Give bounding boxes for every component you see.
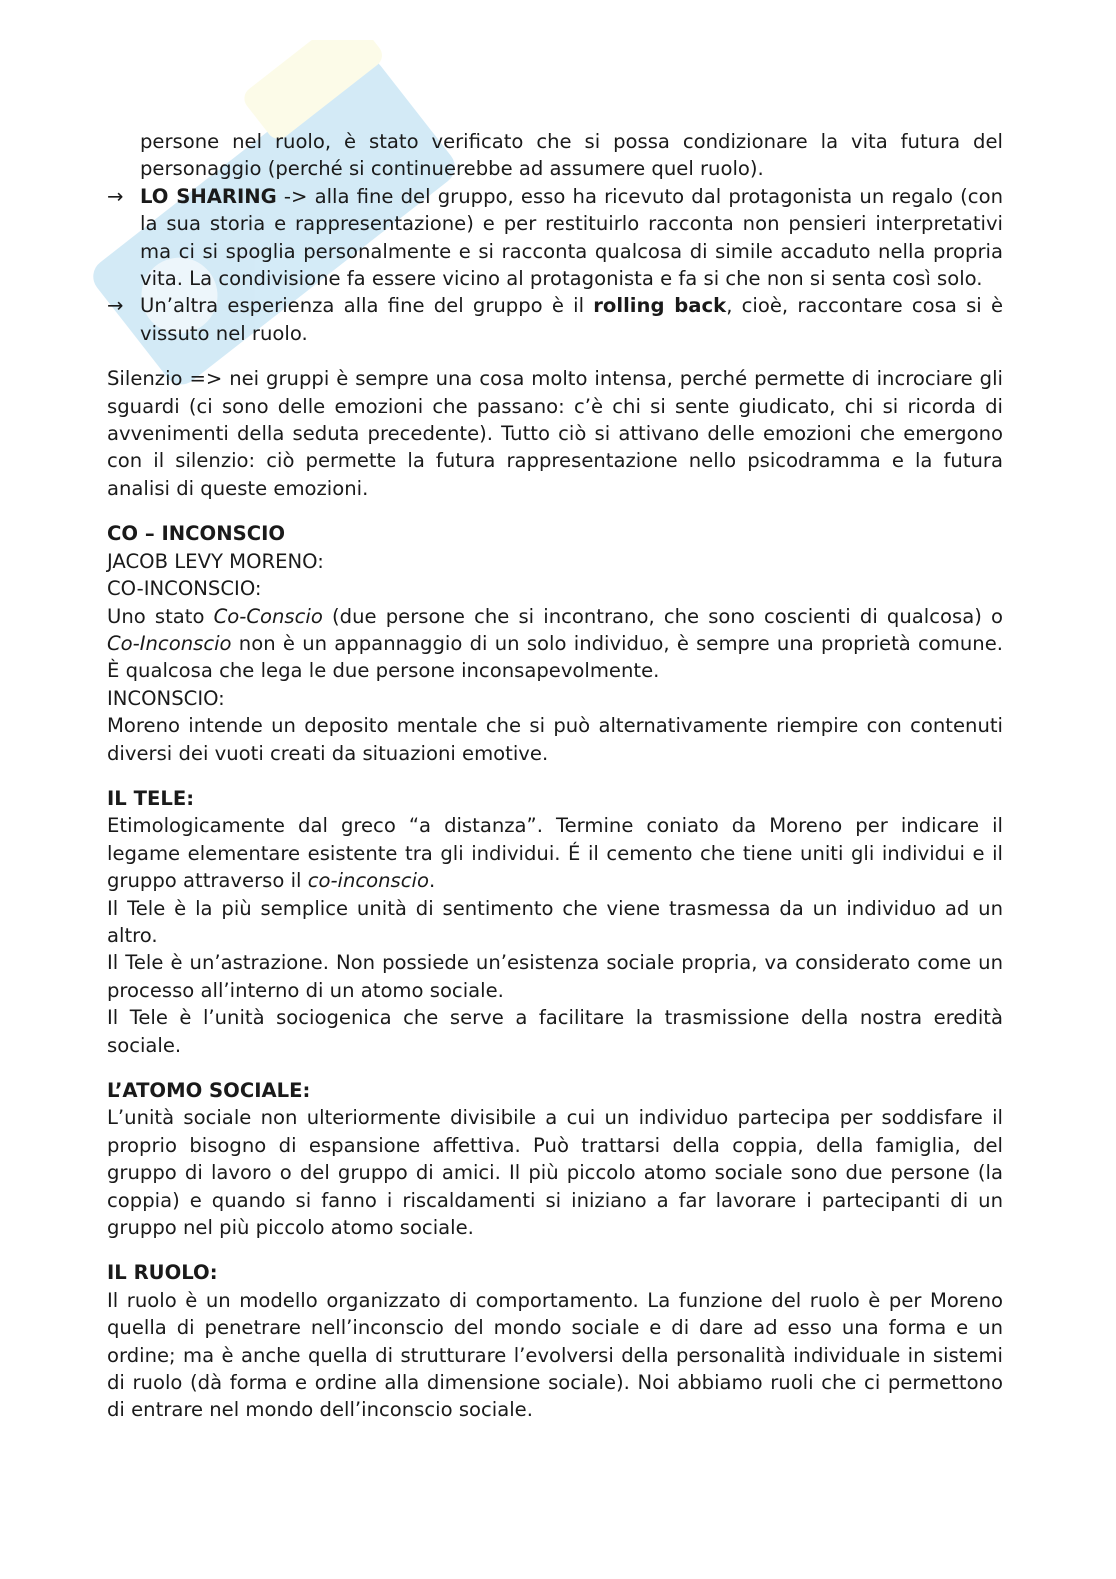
bullet-rolling-back [107,292,1003,347]
tele-heading: IL TELE: [107,786,195,810]
tele-paragraph-3: Il Tele è un’astrazione. Non possiede un’esistenza sociale propria, va considerato come un processo all’interno di un atomo sociale. [107,951,1003,1002]
co-inconscio-heading: CO – INCONSCIO [107,522,286,546]
bullet-sharing [107,183,1003,293]
co-inconscio-italic: co-inconscio [307,869,429,893]
rolling-back-text-before: Un’altra esperienza alla fine del gruppo è il [140,294,594,318]
arrow-bullet-icon: → [107,184,124,208]
ruolo-heading: IL RUOLO: [107,1261,218,1285]
rolling-back-text-after: , cioè, raccontare cosa si è vissuto nel ruolo. [140,294,1003,345]
tele-paragraph-2: Il Tele è la più semplice unità di sentimento che viene trasmessa da un individuo ad un altro. [107,896,1003,947]
inconscio-paragraph: Moreno intende un deposito mentale che si può alternativamente riempire con contenuti diversi dei vuoti creati da situazioni emotive. [107,714,1003,765]
sharing-text: -> alla fine del gruppo, esso ha ricevuto dal protagonista un regalo (con la sua storia e rappresentazione) e per restituirlo racconta non pensieri interpretativi ma ci si spoglia personalmente e si racconta qualcosa di simile accaduto nella propria vita. La condivisione fa essere vicino al protagonista e fa si che non si senta così solo. [140,184,1003,291]
co-inconscio-label: CO-INCONSCIO: [107,577,262,601]
atomo-sociale-heading: L’ATOMO SOCIALE: [107,1079,311,1102]
co-conscio-term: Co-Conscio [213,604,323,628]
tele-paragraph-4: Il Tele è l’unità sociogenica che serve a facilitare la trasmissione della nostra eredità sociale. [107,1006,1003,1057]
atomo-sociale-paragraph: L’unità sociale non ulteriormente divisibile a cui un individuo partecipa per soddisfare il proprio bisogno di espansione affettiva. Può trattarsi della coppia, della famiglia, del gruppo di lavoro o del gruppo di amici. Il più piccolo atomo sociale sono due persone (la coppia) e quando si fanno i riscaldamenti si iniziano a far lavorare i partecipanti di un gruppo nel più piccolo atomo sociale. [107,1106,1003,1240]
ruolo-paragraph: Il ruolo è un modello organizzato di comportamento. La funzione del ruolo è per Moreno quella di penetrare nell’inconscio del mondo sociale e di dare ad esso una forma e un ordine; ma è anche quella di strutturare l’evolversi della personalità individuale in sistemi di ruolo (dà forma e ordine alla dimensione sociale). Noi abbiamo ruoli che ci permettono di entrare nel mondo dell’inconscio sociale. [107,1288,1003,1422]
moreno-line: JACOB LEVY MORENO: [107,549,324,573]
sharing-term: LO SHARING [140,184,277,208]
rolling-back-term: rolling back [593,294,727,318]
continuation-paragraph: persone nel ruolo, è stato verificato che si possa condizionare la vita futura del personaggio (perché si continuerebbe ad assumere quel ruolo). [140,130,1003,181]
document-body [107,128,1003,1424]
co-inconscio-paragraph: Uno stato Co-Conscio (due persone che si incontrano, che sono coscienti di qualcosa) o Co-Inconscio non è un appannaggio di un solo individuo, è sempre una proprietà comune. È qualcosa che lega le due persone inconsapevolmente. [107,604,1003,683]
co-inconscio-term: Co-Inconscio [107,631,232,655]
inconscio-label: INCONSCIO: [107,686,225,710]
tele-paragraph-1: Etimologicamente dal greco “a distanza”. Termine coniato da Moreno per indicare il legame elementare esistente tra gli individui. É il cemento che tiene uniti gli individui e il gruppo attraverso il co-inconscio. [107,814,1003,893]
arrow-bullet-icon: → [107,294,124,318]
silenzio-paragraph: Silenzio => nei gruppi è sempre una cosa molto intensa, perché permette di incrociare gli sguardi (ci sono delle emozioni che passano: c’è chi si sente giudicato, chi si ricorda di avvenimenti della seduta precedente). Tutto ciò si attivano delle emozioni che emergono con il silenzio: ciò permette la futura rappresentazione nello psicodramma e la futura analisi di queste emozioni. [107,367,1003,500]
